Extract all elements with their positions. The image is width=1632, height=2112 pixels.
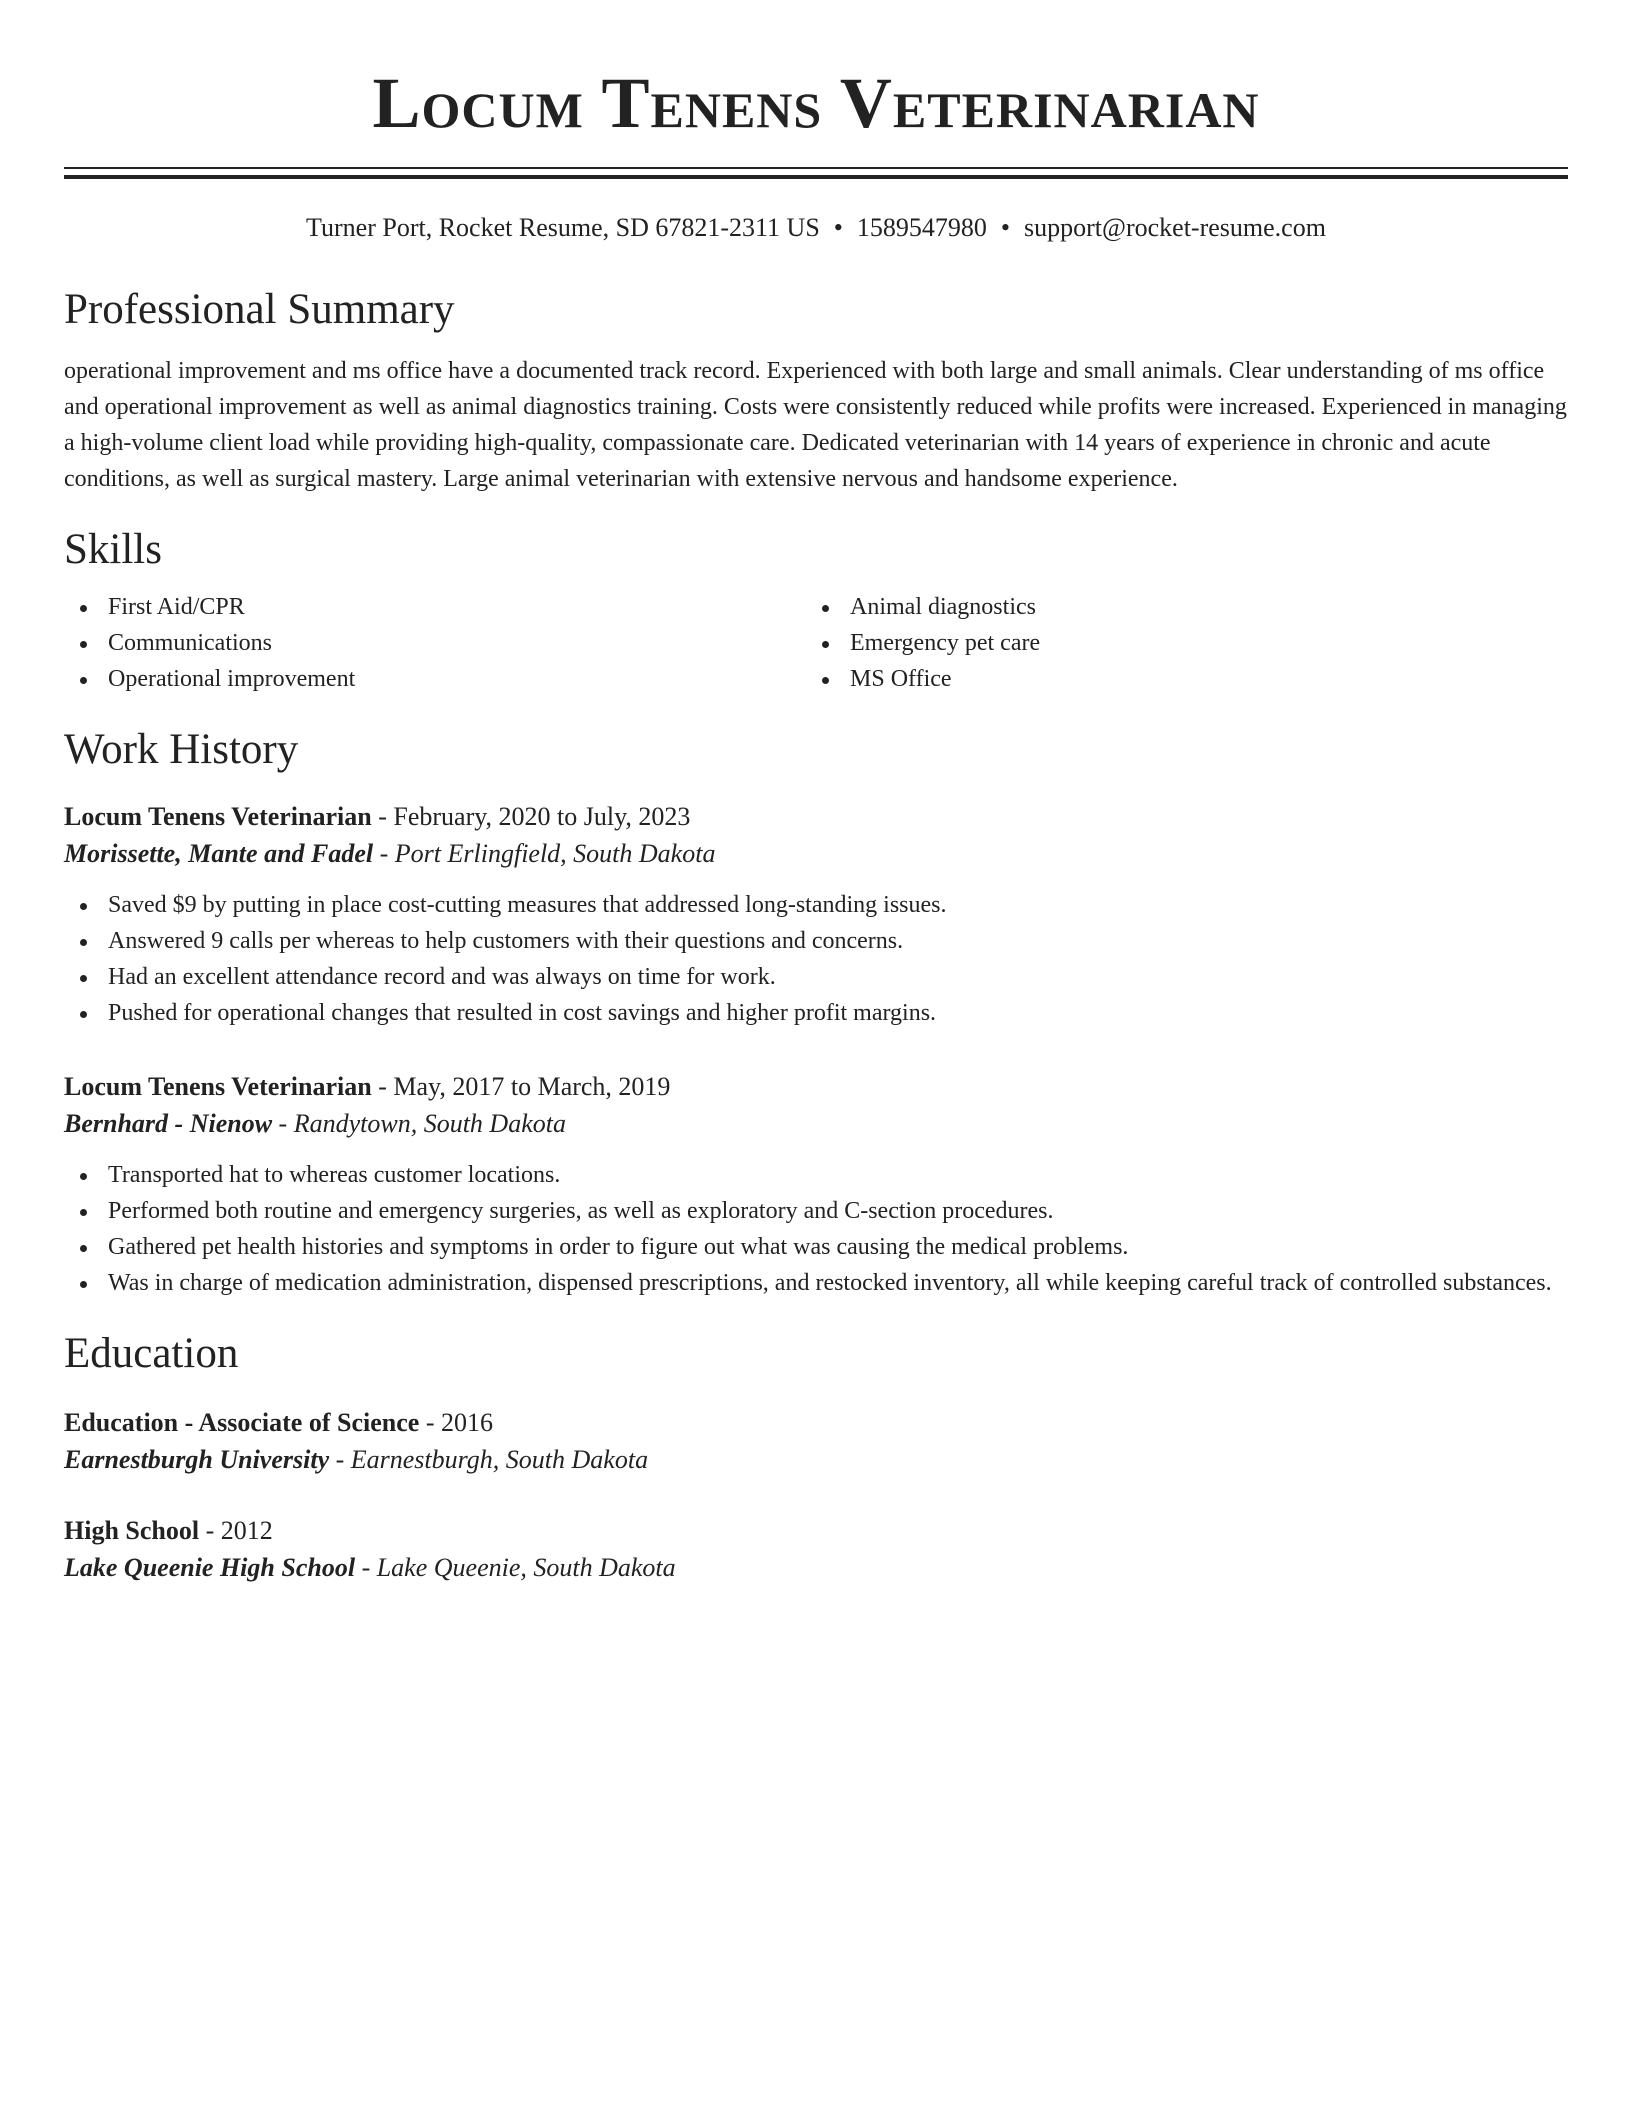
summary-heading: Professional Summary — [64, 286, 455, 333]
education-school-line — [64, 1549, 1568, 1587]
skill-item: First Aid/CPR — [64, 589, 806, 625]
education-year: - 2012 — [199, 1516, 273, 1545]
job-role: Locum Tenens Veterinarian — [64, 1072, 372, 1101]
skill-item: Emergency pet care — [806, 625, 1548, 661]
work-history-heading: Work History — [64, 726, 299, 773]
job-duty-item: Pushed for operational changes that resulted in cost savings and higher profit margins. — [64, 995, 1568, 1031]
education-degree: High School — [64, 1516, 200, 1545]
job-company: Bernhard - Nienow — [64, 1109, 273, 1138]
education-degree: Education - Associate of Science — [64, 1408, 420, 1437]
job-employer — [64, 1105, 1568, 1143]
resume-page — [64, 0, 1568, 1587]
job-role: Locum Tenens Veterinarian — [64, 802, 372, 831]
contact-separator: • — [833, 213, 843, 242]
header-divider-thin — [64, 167, 1568, 169]
education-school-line — [64, 1441, 1568, 1479]
skills-heading: Skills — [64, 526, 162, 573]
job-entry — [64, 1069, 1568, 1301]
contact-phone: 1589547980 — [856, 213, 987, 242]
job-dates: - February, 2020 to July, 2023 — [371, 802, 691, 831]
education-entry — [64, 1513, 1568, 1587]
job-duty-item: Answered 9 calls per whereas to help customers with their questions and concerns. — [64, 923, 1568, 959]
job-duty-item: Performed both routine and emergency surgeries, as well as exploratory and C-section procedures. — [64, 1193, 1568, 1229]
skills-column-left — [64, 589, 806, 697]
skill-item: Animal diagnostics — [806, 589, 1548, 625]
job-dates: - May, 2017 to March, 2019 — [371, 1072, 671, 1101]
contact-address: Turner Port, Rocket Resume, SD 67821-2311 US — [306, 213, 820, 242]
candidate-name: Locum Tenens Veterinarian — [372, 63, 1260, 143]
job-duty-item: Transported hat to whereas customer locations. — [64, 1157, 1568, 1193]
job-duties — [64, 1157, 1568, 1301]
education-school: Earnestburgh University — [64, 1445, 330, 1474]
job-employer — [64, 835, 1568, 873]
job-location: - Randytown, South Dakota — [272, 1109, 566, 1138]
job-duty-item: Was in charge of medication administration, dispensed prescriptions, and restocked inventory, all while keeping careful track of controlled substances. — [64, 1265, 1568, 1301]
skills-column-right — [806, 589, 1548, 697]
education-header — [64, 1513, 1568, 1549]
job-duty-item: Had an excellent attendance record and was always on time for work. — [64, 959, 1568, 995]
skill-item: MS Office — [806, 661, 1548, 697]
job-company: Morissette, Mante and Fadel — [64, 839, 374, 868]
education-location: - Earnestburgh, South Dakota — [329, 1445, 649, 1474]
education-location: - Lake Queenie, South Dakota — [355, 1553, 676, 1582]
education-year: - 2016 — [419, 1408, 493, 1437]
contact-separator: • — [1000, 213, 1011, 242]
education-school: Lake Queenie High School — [64, 1553, 356, 1582]
contact-email: support@rocket-resume.com — [1024, 213, 1326, 242]
skill-item: Communications — [64, 625, 806, 661]
job-duty-item: Saved $9 by putting in place cost-cutting measures that addressed long-standing issues. — [64, 887, 1568, 923]
header-divider-thick — [64, 175, 1568, 179]
job-location: - Port Erlingfield, South Dakota — [373, 839, 716, 868]
job-entry — [64, 799, 1568, 1031]
job-header — [64, 1069, 1568, 1105]
skill-item: Operational improvement — [64, 661, 806, 697]
education-entry — [64, 1405, 1568, 1479]
contact-line — [64, 213, 1568, 243]
job-header — [64, 799, 1568, 835]
job-duties — [64, 887, 1568, 1031]
job-duty-item: Gathered pet health histories and symptoms in order to figure out what was causing the medical problems. — [64, 1229, 1568, 1265]
education-heading: Education — [64, 1330, 239, 1377]
summary-text: operational improvement and ms office have a documented track record. Experienced with both large and small animals. Clear understanding of ms office and operational improvement as well as animal diagnostics training. Costs were consistently reduced while profits were increased. Experienced in managing a high-volume client load while providing high-quality, compassionate care. Dedicated veterinarian with 14 years of experience in chronic and acute conditions, as well as surgical mastery. Large animal veterinarian with extensive nervous and handsome experience. — [64, 358, 1567, 492]
education-header — [64, 1405, 1568, 1441]
skills-list — [64, 589, 1568, 697]
